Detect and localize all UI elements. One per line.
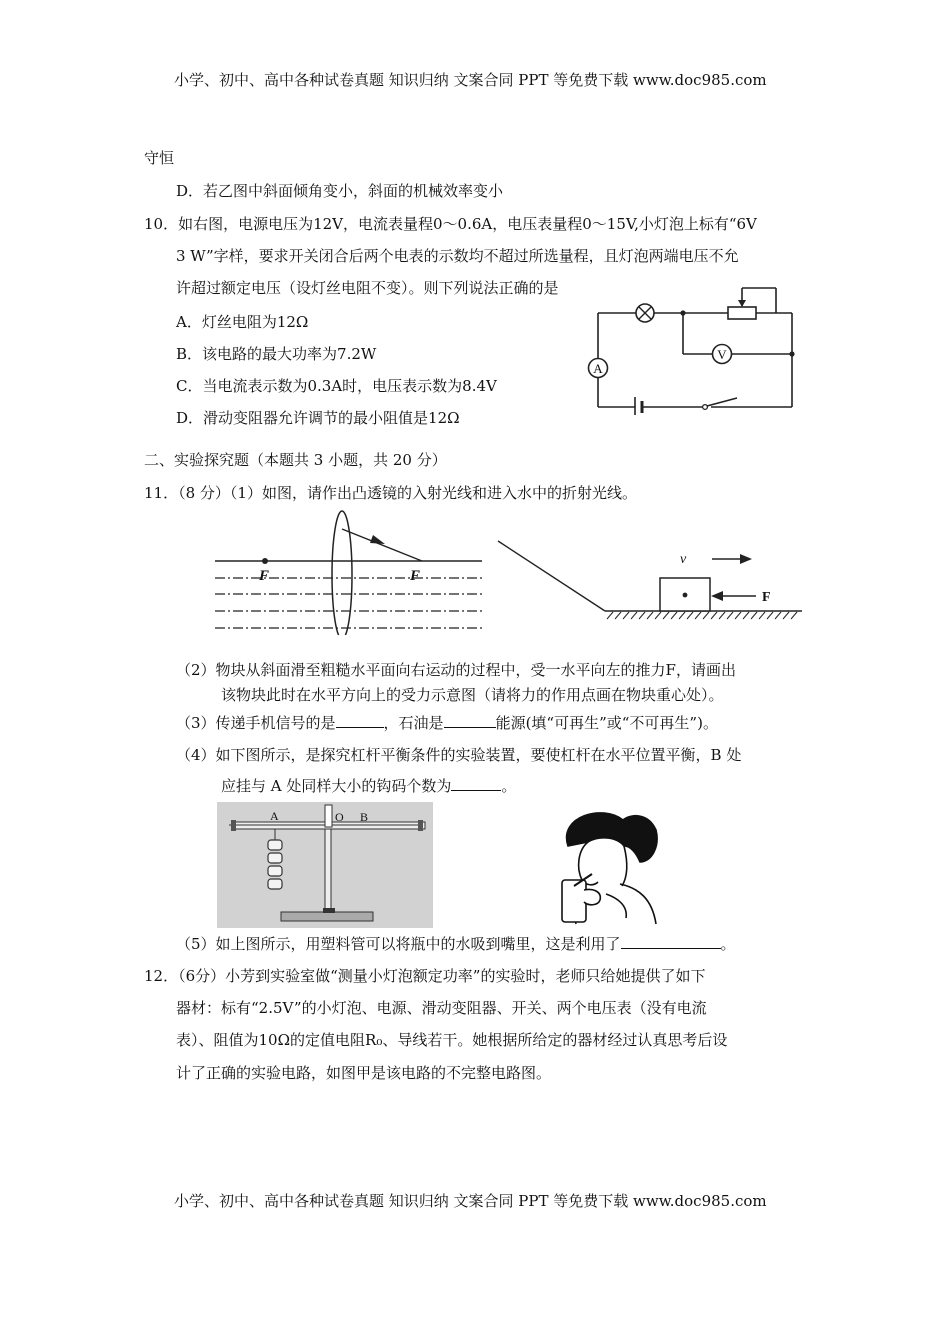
center-of-gravity-dot	[683, 593, 688, 598]
cup	[562, 880, 586, 922]
q11-part2-line1: （2）物块从斜面滑至粗糙水平面向右运动的过程中，受一水平向左的推力F，请画出	[176, 661, 736, 679]
q12-line2: 器材：标有“2.5V”的小灯泡、电源、滑动变阻器、开关、两个电压表（没有电流	[176, 999, 707, 1017]
lamp-symbol	[636, 304, 654, 322]
q11-part4-line2	[221, 776, 516, 796]
voltmeter-label: V	[717, 347, 727, 362]
q12-line1: 12．（6分）小芳到实验室做“测量小灯泡额定功率”的实验时，老师只给她提供了如下	[144, 967, 706, 985]
ammeter-label: A	[593, 361, 603, 376]
force-arrow-icon	[711, 591, 723, 601]
q10-line3: 许超过额定电压（设灯丝电阻不变）。则下列说法正确的是	[176, 279, 559, 297]
q10-option-a: A．灯丝电阻为12Ω	[176, 313, 309, 331]
velocity-label: v	[680, 552, 687, 567]
q11-part4-a: 应挂与 A 处同样大小的钩码个数为	[221, 777, 452, 795]
answer-blank[interactable]	[336, 713, 384, 728]
q10-line1: 10．如右图，电源电压为12V，电流表量程0～0.6A，电压表量程0～15V,小灯泡上标有“6V	[144, 215, 757, 233]
page-header: 小学、初中、高中各种试卷真题 知识归纳 文案合同 PPT 等免费下载 www.doc985.com	[174, 71, 767, 89]
lever-label-o: O	[335, 810, 344, 824]
junction-dot	[789, 351, 794, 356]
lever-label-a: A	[270, 809, 279, 823]
ground-hatching	[607, 612, 797, 619]
junction-dot	[680, 310, 685, 315]
q9-tail: 守恒	[144, 149, 175, 167]
slider-arrow-icon	[738, 300, 746, 307]
focus-dot	[262, 558, 268, 564]
battery-symbol	[635, 397, 642, 415]
q10-option-b: B．该电路的最大功率为7.2W	[176, 345, 377, 363]
lever-experiment-photo	[217, 802, 433, 928]
q11-part4-line1: （4）如下图所示，是探究杠杆平衡条件的实验装置，要使杠杆在水平位置平衡，B 处	[176, 746, 742, 764]
girl-drinking-illustration	[548, 806, 664, 926]
q12-line4: 计了正确的实验电路，如图甲是该电路的不完整电路图。	[176, 1064, 552, 1082]
q10-line2: 3 W”字样，要求开关闭合后两个电表的示数均不超过所选量程，且灯泡两端电压不允	[176, 247, 739, 265]
lens-water-diagram	[210, 505, 490, 635]
q9-option-d: D．若乙图中斜面倾角变小，斜面的机械效率变小	[176, 182, 504, 200]
q10-circuit-diagram	[580, 280, 810, 415]
q11-part3-c: 能源(填“可再生”或“不可再生”)。	[495, 714, 718, 732]
q11-part3	[176, 713, 718, 733]
ray-arrow-icon	[370, 535, 385, 544]
q12-line3: 表）、阻值为10Ω的定值电阻R₀、导线若干。她根据所给定的器材经过认真思考后设	[176, 1031, 728, 1049]
q11-part3-b: ，石油是	[383, 714, 444, 732]
q11-part5	[176, 934, 736, 954]
answer-blank[interactable]	[444, 713, 496, 728]
page-footer: 小学、初中、高中各种试卷真题 知识归纳 文案合同 PPT 等免费下载 www.doc985.com	[174, 1192, 767, 1210]
focus-left-label: F	[259, 568, 270, 584]
q11-part4-b: 。	[501, 777, 517, 795]
q11-part3-a: （3）传递手机信号的是	[176, 714, 336, 732]
focus-right-label: F	[410, 568, 421, 584]
force-label: F	[762, 590, 771, 605]
q11-part5-a: （5）如上图所示，用塑料管可以将瓶中的水吸到嘴里，这是利用了	[176, 935, 621, 953]
q10-option-c: C．当电流表示数为0.3A时，电压表示数为8.4V	[176, 377, 497, 395]
velocity-arrow-icon	[740, 554, 752, 564]
answer-blank[interactable]	[621, 934, 721, 949]
q11-intro: 11．（8 分）（1）如图，请作出凸透镜的入射光线和进入水中的折射光线。	[144, 484, 637, 502]
q10-option-d: D．滑动变阻器允许调节的最小阻值是12Ω	[176, 409, 460, 427]
rheostat-symbol	[728, 307, 756, 319]
q11-part5-b: 。	[720, 935, 736, 953]
lever-label-b: B	[360, 810, 369, 824]
q11-part2-line2: 该物块此时在水平方向上的受力示意图（请将力的作用点画在物块重心处）。	[221, 686, 724, 704]
section-2-title: 二、实验探究题（本题共 3 小题，共 20 分）	[144, 451, 447, 469]
incline-block-diagram	[490, 535, 810, 625]
answer-blank[interactable]	[451, 776, 501, 791]
